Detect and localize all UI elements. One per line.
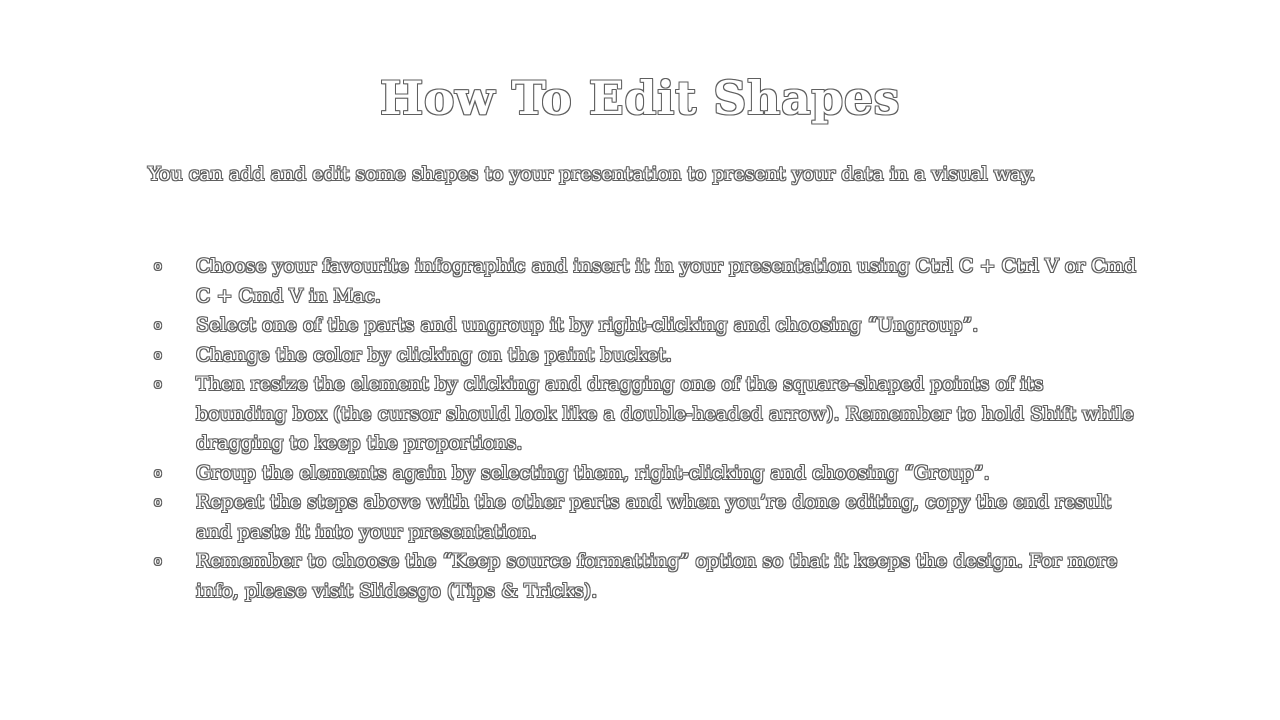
- list-item: [150, 370, 1140, 459]
- list-item: [150, 341, 1140, 371]
- bullet-icon: o: [154, 259, 162, 274]
- intro-text: You can add and edit some shapes to your presentation to present your data in a visual way.: [148, 163, 1036, 185]
- list-item: [150, 311, 1140, 341]
- slide-title: How To Edit Shapes: [379, 71, 901, 125]
- steps-list: [150, 252, 1140, 606]
- bullet-icon: o: [154, 377, 162, 392]
- step-text: Repeat the steps above with the other parts and when you’re done editing, copy the end result and paste it into your presentation.: [196, 491, 1112, 543]
- bullet-icon: o: [154, 465, 162, 481]
- step-text: Select one of the parts and ungroup it by right-clicking and choosing “Ungroup”.: [196, 314, 979, 336]
- step-text: Choose your favourite infographic and insert it in your presentation using Ctrl C + Ctrl V or Cmd C + Cmd V in Mac.: [196, 255, 1136, 307]
- step-text: Remember to choose the “Keep source formatting” option so that it keeps the design. For more info, please visit Slidesgo (Tips & Tricks).: [196, 550, 1118, 602]
- step-text: Group the elements again by selecting them, right-clicking and choosing “Group”.: [196, 461, 990, 484]
- step-text: Change the color by clicking on the paint bucket.: [196, 343, 672, 366]
- list-item: [150, 547, 1140, 606]
- bullet-icon: o: [154, 318, 162, 333]
- list-item: [150, 488, 1140, 547]
- list-item: [150, 459, 1140, 489]
- bullet-icon: o: [154, 554, 162, 569]
- list-item: [150, 252, 1140, 311]
- bullet-icon: o: [154, 347, 162, 363]
- bullet-icon: o: [154, 495, 162, 510]
- step-text: Then resize the element by clicking and dragging one of the square-shaped points of its bounding box (the cursor should look like a double-headed arrow). Remember to hold Shift while dragging to keep the proportions.: [196, 373, 1134, 454]
